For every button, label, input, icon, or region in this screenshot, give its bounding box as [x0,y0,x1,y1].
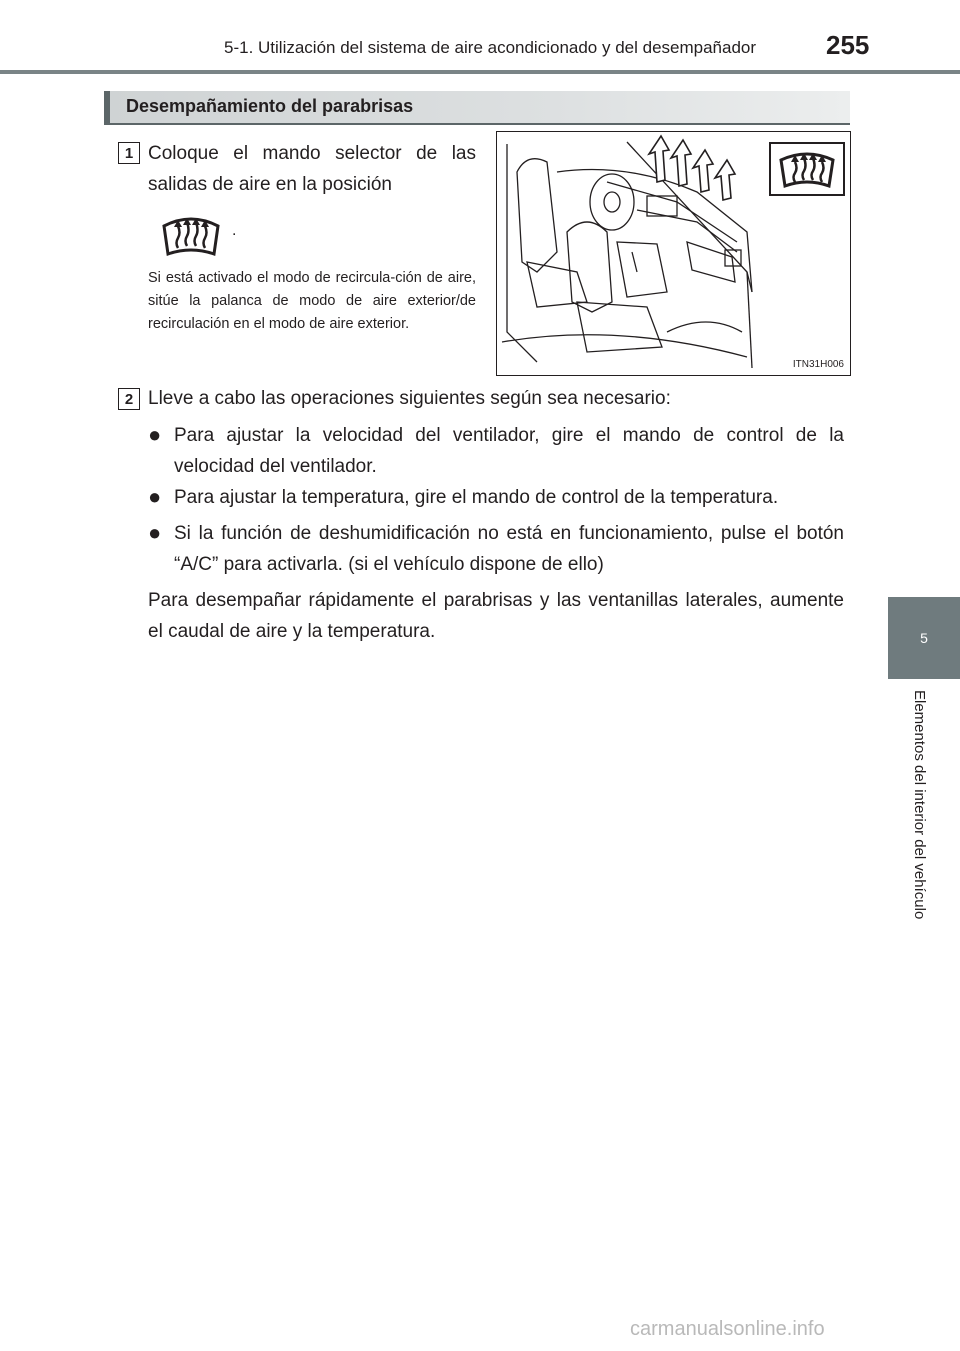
step-1-number: 1 [118,142,140,164]
chapter-tab[interactable] [888,597,960,679]
watermark: carmanualsonline.info [630,1318,825,1340]
bullet-marker: ● [148,422,162,447]
section-title: Desempañamiento del parabrisas [126,96,414,116]
header-divider [0,70,960,74]
chapter-title: Elementos del interior del vehículo [911,690,928,920]
bullet-marker: ● [148,520,162,545]
section-divider [104,123,850,125]
step-1-note: Si está activado el modo de recircula-ción de aire, sitúe la palanca de modo de aire exterior/de recirculación en el modo de aire exterior. [148,270,476,332]
bullet-item: Para ajustar la temperatura, gire el mando de control de la temperatura. [174,487,779,508]
step-2-text: Lleve a cabo las operaciones siguientes según sea necesario: [148,388,671,409]
bullet-item: Para ajustar la velocidad del ventilador, gire el mando de control de la velocidad del ventilador. [174,425,844,477]
illustration-code: ITN31H006 [792,359,844,370]
vehicle-interior-illustration [496,131,851,376]
bullet-item: Si la función de deshumidificación no está en funcionamiento, pulse el botón “A/C” para activarla. (si el vehículo dispone de ello) [174,523,844,575]
defrost-icon-inset [769,142,845,196]
bullet-marker: ● [148,484,162,509]
page-number: 255 [826,30,870,60]
section-heading [104,91,850,123]
chapter-number: 5 [920,630,928,646]
step-2-number: 2 [118,388,140,410]
running-header: 5-1. Utilización del sistema de aire acondicionado y del desempañador [224,38,757,57]
closing-paragraph: Para desempañar rápidamente el parabrisas y las ventanillas laterales, aumente el caudal de aire y la temperatura. [148,590,844,642]
windshield-defrost-icon [158,208,224,258]
step-1-icon-period: . [232,222,237,239]
step-1-text: Coloque el mando selector de las salidas de aire en la posición [148,143,476,195]
